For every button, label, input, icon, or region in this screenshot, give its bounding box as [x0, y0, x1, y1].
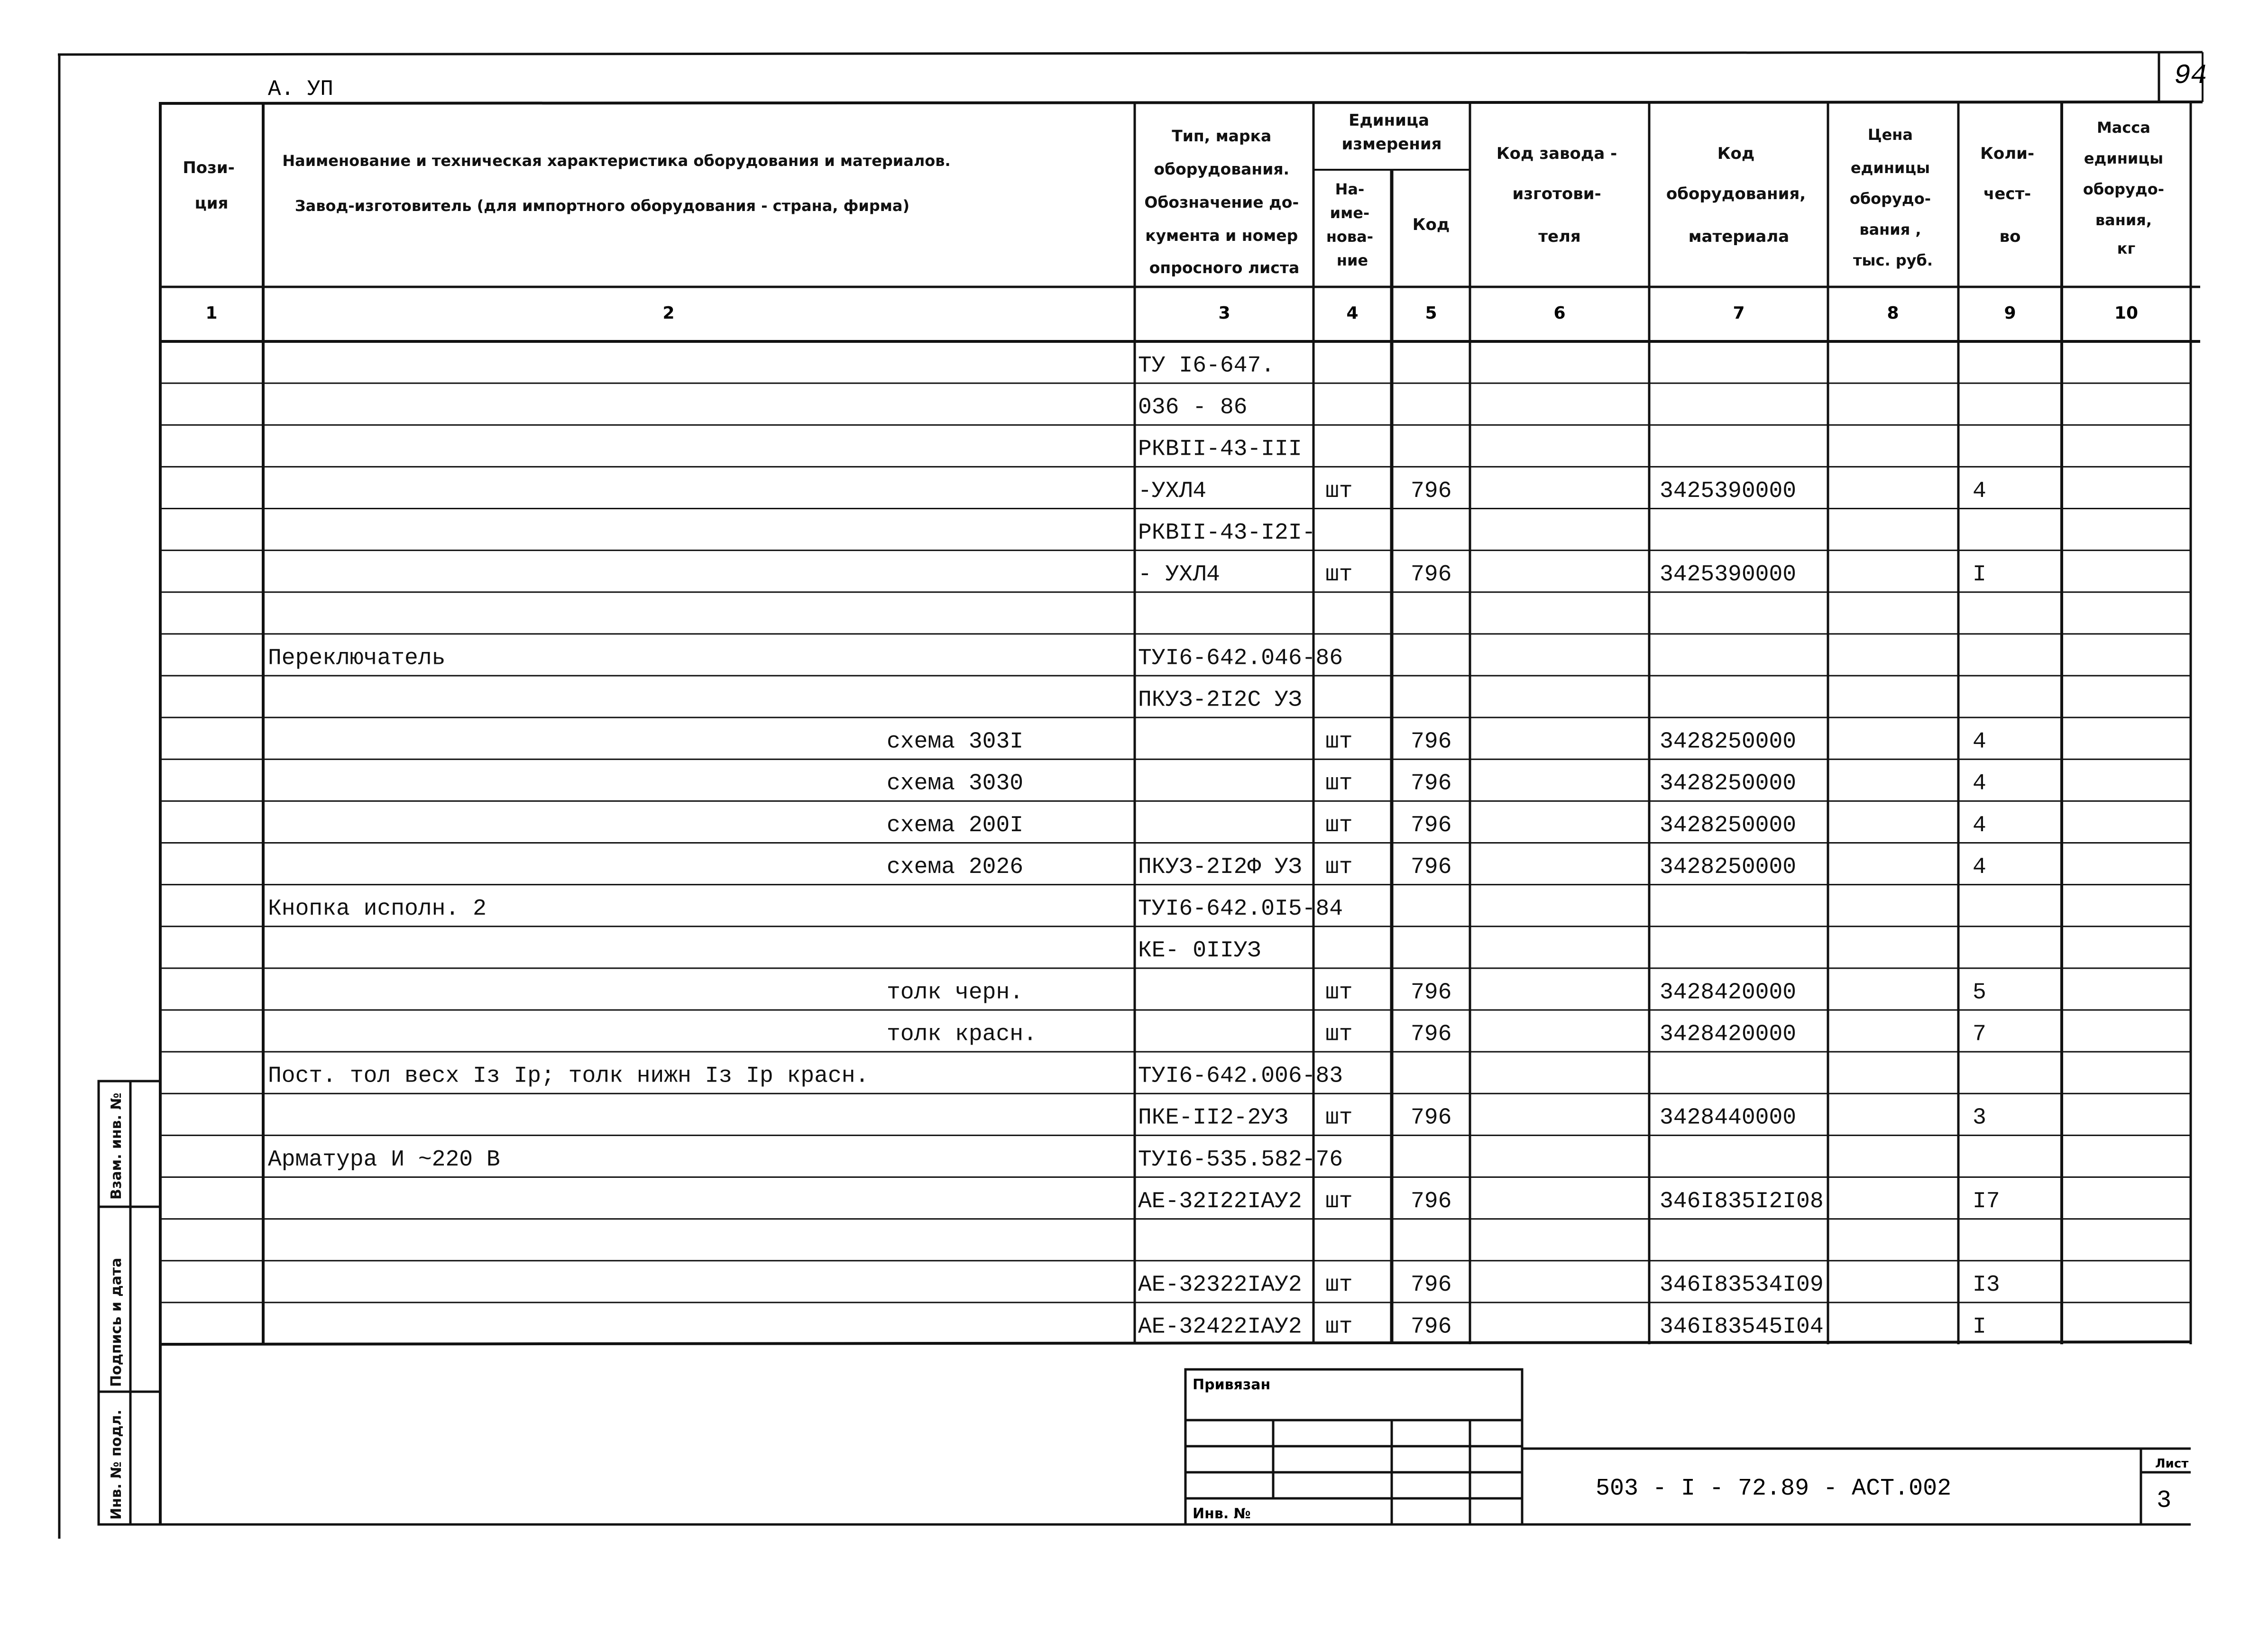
- cell-name: схема 2026: [887, 854, 1024, 880]
- stamp-inv-podl: Инв. № подл.: [108, 1409, 125, 1520]
- table-row: [160, 1189, 2191, 1219]
- cell-unit: шт: [1325, 1314, 1353, 1340]
- cell-name: Переключатель: [268, 645, 446, 671]
- table-row: [160, 1021, 2191, 1052]
- col-number: 5: [1425, 303, 1437, 323]
- cell-type: ТУI6-535.582-76: [1138, 1147, 1343, 1173]
- outer-frame: [58, 52, 2203, 1539]
- col-number: 7: [1733, 303, 1745, 323]
- col-number: 3: [1218, 303, 1230, 323]
- cell-unit: шт: [1325, 1272, 1353, 1298]
- table-row: [160, 896, 2191, 927]
- cell-unit-code: 796: [1411, 854, 1452, 880]
- cell-type: РКВII-43-I2I-: [1138, 520, 1316, 546]
- cell-quantity: 4: [1973, 478, 1986, 504]
- table-header: [183, 111, 2169, 277]
- table-row: [160, 395, 2191, 425]
- col-number: 10: [2114, 303, 2139, 323]
- cell-type: -УХЛ4: [1138, 478, 1207, 504]
- table-row: [160, 813, 2191, 843]
- privyazan-label: Привязан: [1193, 1377, 1271, 1393]
- cell-type: ТУI6-642.046-86: [1138, 645, 1343, 671]
- cell-quantity: 5: [1973, 980, 1986, 1006]
- table-row: [160, 687, 2191, 717]
- cell-unit: шт: [1325, 562, 1353, 588]
- header-quantity: Коли- чест- во: [1980, 144, 2035, 246]
- cell-type: ТУ I6-647.: [1138, 353, 1275, 379]
- cell-name: схема 200I: [887, 812, 1024, 838]
- table-body: [160, 353, 2191, 1340]
- cell-equipment-code: 3428440000: [1660, 1105, 1797, 1131]
- cell-type: АЕ-32422IАУ2: [1138, 1314, 1302, 1340]
- cell-type: ТУI6-642.0I5-84: [1138, 896, 1343, 922]
- cell-equipment-code: 3428420000: [1660, 1021, 1797, 1047]
- cell-unit: шт: [1325, 1021, 1353, 1047]
- cell-unit-code: 796: [1411, 980, 1452, 1006]
- cell-equipment-code: 3428250000: [1660, 854, 1797, 880]
- cell-quantity: 4: [1973, 771, 1986, 797]
- cell-equipment-code: 3428420000: [1660, 980, 1797, 1006]
- cell-type: АЕ-32I22IАУ2: [1138, 1188, 1302, 1214]
- cell-unit-code: 796: [1411, 1188, 1452, 1214]
- col-number: 8: [1887, 303, 1899, 323]
- table-row: [160, 1147, 2191, 1177]
- cell-unit: шт: [1325, 854, 1353, 880]
- cell-quantity: I: [1973, 562, 1986, 588]
- header-plant-code: Код завода - изготови- теля: [1496, 144, 1617, 246]
- cell-equipment-code: 346I83545I04: [1660, 1314, 1824, 1340]
- document-designation: 503 - I - 72.89 - АСТ.002: [1596, 1475, 1952, 1502]
- cell-unit-code: 796: [1411, 478, 1452, 504]
- cell-quantity: I3: [1973, 1272, 2000, 1298]
- cell-unit-code: 796: [1411, 1314, 1452, 1340]
- cell-equipment-code: 346I835I2I08: [1660, 1188, 1824, 1214]
- table-row: [160, 353, 2191, 383]
- cell-unit: шт: [1325, 478, 1353, 504]
- table-row: [160, 645, 2191, 676]
- inv-no-label: Инв. №: [1193, 1505, 1251, 1522]
- cell-name: толк черн.: [887, 980, 1024, 1006]
- table-row: [160, 1064, 2191, 1094]
- sheet-label-small: Лист: [2155, 1457, 2189, 1471]
- cell-unit: шт: [1325, 980, 1353, 1006]
- cell-quantity: 4: [1973, 854, 1986, 880]
- cell-equipment-code: 3425390000: [1660, 562, 1797, 588]
- sheet-label: А. УП: [268, 77, 334, 101]
- cell-name: схема 3030: [887, 771, 1024, 797]
- cell-name: толк красн.: [887, 1021, 1037, 1047]
- table-row: [160, 938, 2191, 968]
- header-type: Тип, марка оборудования. Обозначение до- кумента и номер опросного листа: [1144, 127, 1300, 277]
- table-row: [160, 478, 2191, 509]
- table-row: [160, 437, 2191, 467]
- header-equipment-code: Код оборудования, материала: [1666, 144, 1806, 246]
- cell-unit-code: 796: [1411, 1272, 1452, 1298]
- header-unit-code: Код: [1412, 215, 1450, 234]
- cell-unit: шт: [1325, 1105, 1353, 1131]
- cell-type: РКВII-43-III: [1138, 436, 1302, 462]
- cell-unit: шт: [1325, 812, 1353, 838]
- cell-name: Пост. тол весх Iз Iр; толк нижн Iз Iр красн.: [268, 1063, 869, 1089]
- cell-quantity: 3: [1973, 1105, 1986, 1131]
- page-number-corner: 94: [2174, 61, 2207, 92]
- cell-unit-code: 796: [1411, 812, 1452, 838]
- header-mass: Масса единицы оборудо- вания, кг: [2083, 119, 2165, 257]
- table-row: [160, 729, 2191, 760]
- col-number: 1: [205, 303, 218, 323]
- cell-unit-code: 796: [1411, 771, 1452, 797]
- cell-type: ПКУЗ-2I2Ф УЗ: [1138, 854, 1302, 880]
- col-number: 9: [2004, 303, 2016, 323]
- cell-equipment-code: 3428250000: [1660, 771, 1797, 797]
- cell-type: АЕ-32322IАУ2: [1138, 1272, 1302, 1298]
- header-unit-price: Цена единицы оборудо- вания , тыс. руб.: [1849, 126, 1933, 269]
- cell-type: КЕ- 0IIУЗ: [1138, 938, 1261, 964]
- cell-quantity: 7: [1973, 1021, 1986, 1047]
- cell-name: Арматура И ~220 В: [268, 1147, 500, 1173]
- header-name-line2: Завод-изготовитель (для импортного оборудования - страна, фирма): [294, 197, 910, 215]
- col-number: 2: [662, 303, 675, 323]
- table-row: [160, 1272, 2191, 1303]
- cell-quantity: I7: [1973, 1188, 2000, 1214]
- header-unit-group: Единица измерения: [1341, 111, 1442, 154]
- header-position: Пози- ция: [183, 158, 235, 213]
- table-row: [160, 980, 2191, 1010]
- cell-type: ПКЕ-II2-2УЗ: [1138, 1105, 1288, 1131]
- table-row: [160, 1105, 2191, 1136]
- cell-equipment-code: 3425390000: [1660, 478, 1797, 504]
- cell-unit-code: 796: [1411, 1105, 1452, 1131]
- cell-name: Кнопка исполн. 2: [268, 896, 487, 922]
- cell-equipment-code: 3428250000: [1660, 812, 1797, 838]
- cell-equipment-code: 346I83534I09: [1660, 1272, 1824, 1298]
- col-number: 4: [1346, 303, 1359, 323]
- cell-quantity: 4: [1973, 729, 1986, 755]
- cell-type: 036 - 86: [1138, 395, 1248, 421]
- cell-type: - УХЛ4: [1138, 562, 1220, 588]
- cell-quantity: I: [1973, 1314, 1986, 1340]
- table-row: [160, 520, 2191, 551]
- cell-equipment-code: 3428250000: [1660, 729, 1797, 755]
- table-row: [160, 562, 2191, 592]
- stamp-zam-inv: Взам. инв. №: [108, 1092, 125, 1200]
- cell-unit: шт: [1325, 1188, 1353, 1214]
- header-unit-name: На- име- нова- ние: [1326, 180, 1374, 269]
- cell-unit: шт: [1325, 729, 1353, 755]
- table-row: [160, 771, 2191, 801]
- cell-unit: шт: [1325, 771, 1353, 797]
- side-stamp-text: [108, 1092, 125, 1520]
- table-row: [1138, 1314, 1986, 1340]
- sheet-number: 3: [2157, 1487, 2172, 1514]
- cell-type: ПКУЗ-2I2С УЗ: [1138, 687, 1302, 713]
- cell-unit-code: 796: [1411, 729, 1452, 755]
- stamp-signature-date: Подпись и дата: [108, 1257, 125, 1387]
- cell-quantity: 4: [1973, 812, 1986, 838]
- cell-type: ТУI6-642.006-83: [1138, 1063, 1343, 1089]
- cell-name: схема 303I: [887, 729, 1024, 755]
- table-row: [160, 854, 2191, 885]
- cell-unit-code: 796: [1411, 562, 1452, 588]
- cell-unit-code: 796: [1411, 1021, 1452, 1047]
- column-numbers: [205, 303, 2138, 323]
- col-number: 6: [1553, 303, 1566, 323]
- header-name-line1: Наименование и техническая характеристика оборудования и материалов.: [282, 152, 951, 170]
